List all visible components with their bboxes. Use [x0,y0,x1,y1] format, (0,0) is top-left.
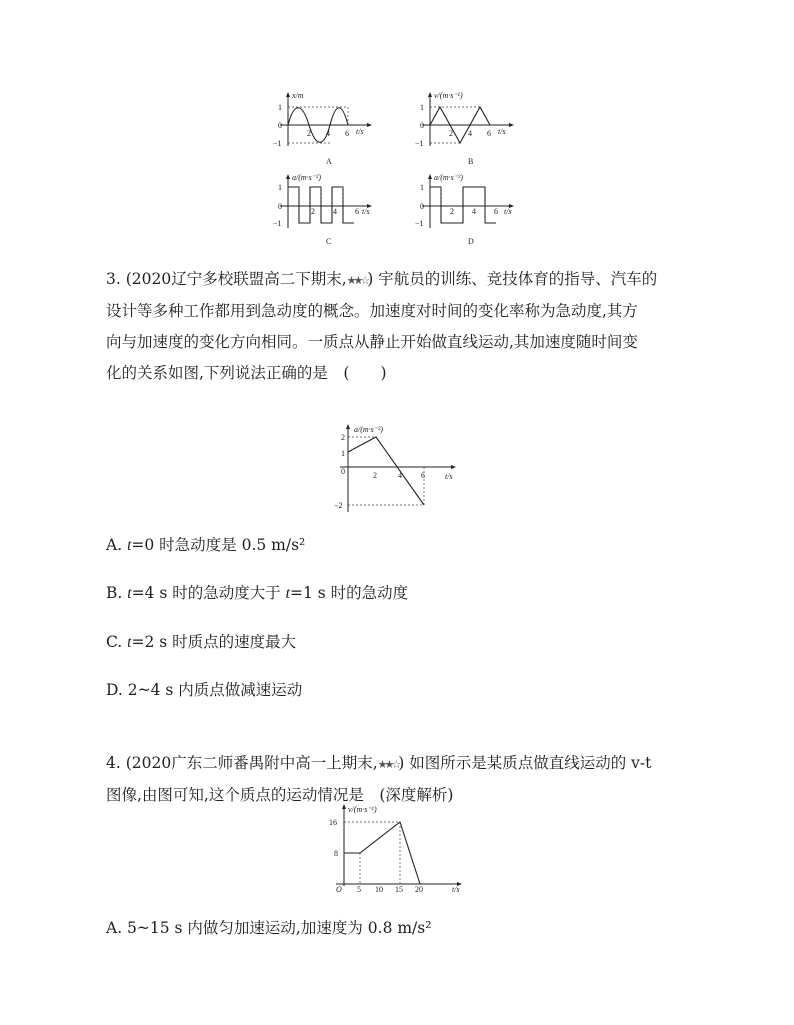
tick-x: 4 [468,129,472,138]
q3-line-2: 设计等多种工作都用到急动度的概念。加速度对时间的变化率称为急动度,其方 [106,302,638,320]
tick-y: 0 [420,202,424,211]
q3-option-c[interactable]: C. t=2 s 时质点的速度最大 [106,633,297,651]
axis-label-y: v/(m·s⁻¹) [348,805,377,814]
tick-y: 8 [334,849,338,858]
q3-line-1a: 3. (2020辽宁多校联盟高二下期末, [106,270,347,288]
origin-label: O [336,885,342,894]
tick-x: 6 [487,129,491,138]
graph-caption: D [468,237,474,246]
axis-label-y: a/(m·s⁻²) [354,425,384,434]
axis-label-y: v/(m·s⁻¹) [434,91,463,100]
q4-line-1b: ) 如图所示是某质点做直线运动的 v-t [398,754,652,772]
tick-x: 6 [421,471,425,480]
tick-y: −1 [415,219,424,228]
tick-x: 6 [345,129,349,138]
tick-x: 6 [494,207,498,216]
tick-x: 4 [472,207,476,216]
axis-label-y: a/(m·s⁻²) [434,173,464,182]
axis-label-x: t/s [504,207,512,216]
tick-x: 10 [375,885,383,894]
tick-x: 6 [355,207,359,216]
graph-B [412,88,532,168]
q3-line-1b: ) 宇航员的训练、竞技体育的指导、汽车的 [367,270,658,288]
difficulty-stars-icon: ★★☆ [346,274,368,287]
axis-label-x: t/s [362,207,370,216]
graph-caption: C [326,237,332,246]
tick-x: 2 [311,207,315,216]
tick-x: 20 [415,885,423,894]
tick-x: 2 [307,129,311,138]
q3-option-b[interactable]: B. t=4 s 时的急动度大于 t=1 s 时的急动度 [106,584,409,602]
tick-y: 0 [420,121,424,130]
tick-x: 5 [357,885,361,894]
axis-label-x: t/s [452,885,460,894]
tick-x: 2 [450,207,454,216]
q3-option-d[interactable]: D. 2~4 s 内质点做减速运动 [106,681,303,699]
tick-x: 2 [449,129,453,138]
tick-y: 0 [278,202,282,211]
axis-label-y: a/(m·s⁻²) [292,173,322,182]
tick-y: −1 [273,219,282,228]
q3-graph [332,420,472,520]
tick-y: 2 [341,433,345,442]
q3-option-a[interactable]: A. t=0 时急动度是 0.5 m/s² [106,536,306,554]
tick-y: −1 [415,139,424,148]
q3-line-3: 向与加速度的变化方向相同。一质点从静止开始做直线运动,其加速度随时间变 [106,333,638,351]
graph-A [270,88,390,168]
tick-y: 1 [420,183,424,192]
axis-label-y: x/m [292,91,304,100]
q4-option-a[interactable]: A. 5~15 s 内做匀加速运动,加速度为 0.8 m/s² [106,919,432,937]
tick-y: 1 [420,103,424,112]
graph-caption: B [468,157,474,166]
tick-y: 0 [341,467,345,476]
difficulty-stars-icon: ★★☆ [377,758,399,771]
tick-y: 1 [278,183,282,192]
q3-line-4: 化的关系如图,下列说法正确的是 ( ) [106,364,387,382]
tick-y: 16 [329,818,337,827]
graph-C [270,170,390,248]
tick-y: −1 [273,139,282,148]
tick-x: 4 [398,471,402,480]
graph-caption: A [326,157,332,166]
tick-x: 15 [395,885,403,894]
graph-D [412,170,532,248]
tick-x: 2 [373,471,377,480]
axis-label-x: t/s [445,472,453,481]
q4-line-1a: 4. (2020广东二师番禺附中高一上期末, [106,754,378,772]
tick-x: 4 [326,129,330,138]
tick-x: 4 [333,207,337,216]
tick-y: 1 [278,103,282,112]
tick-y: −2 [334,501,343,510]
tick-y: 0 [278,121,282,130]
q4-line-2: 图像,由图可知,这个质点的运动情况是 (深度解析) [106,786,454,804]
axis-label-x: t/s [498,127,506,136]
q4-graph [326,800,476,894]
tick-y: 1 [341,449,345,458]
axis-label-x: t/s [356,127,364,136]
question-3-stem [106,264,696,389]
